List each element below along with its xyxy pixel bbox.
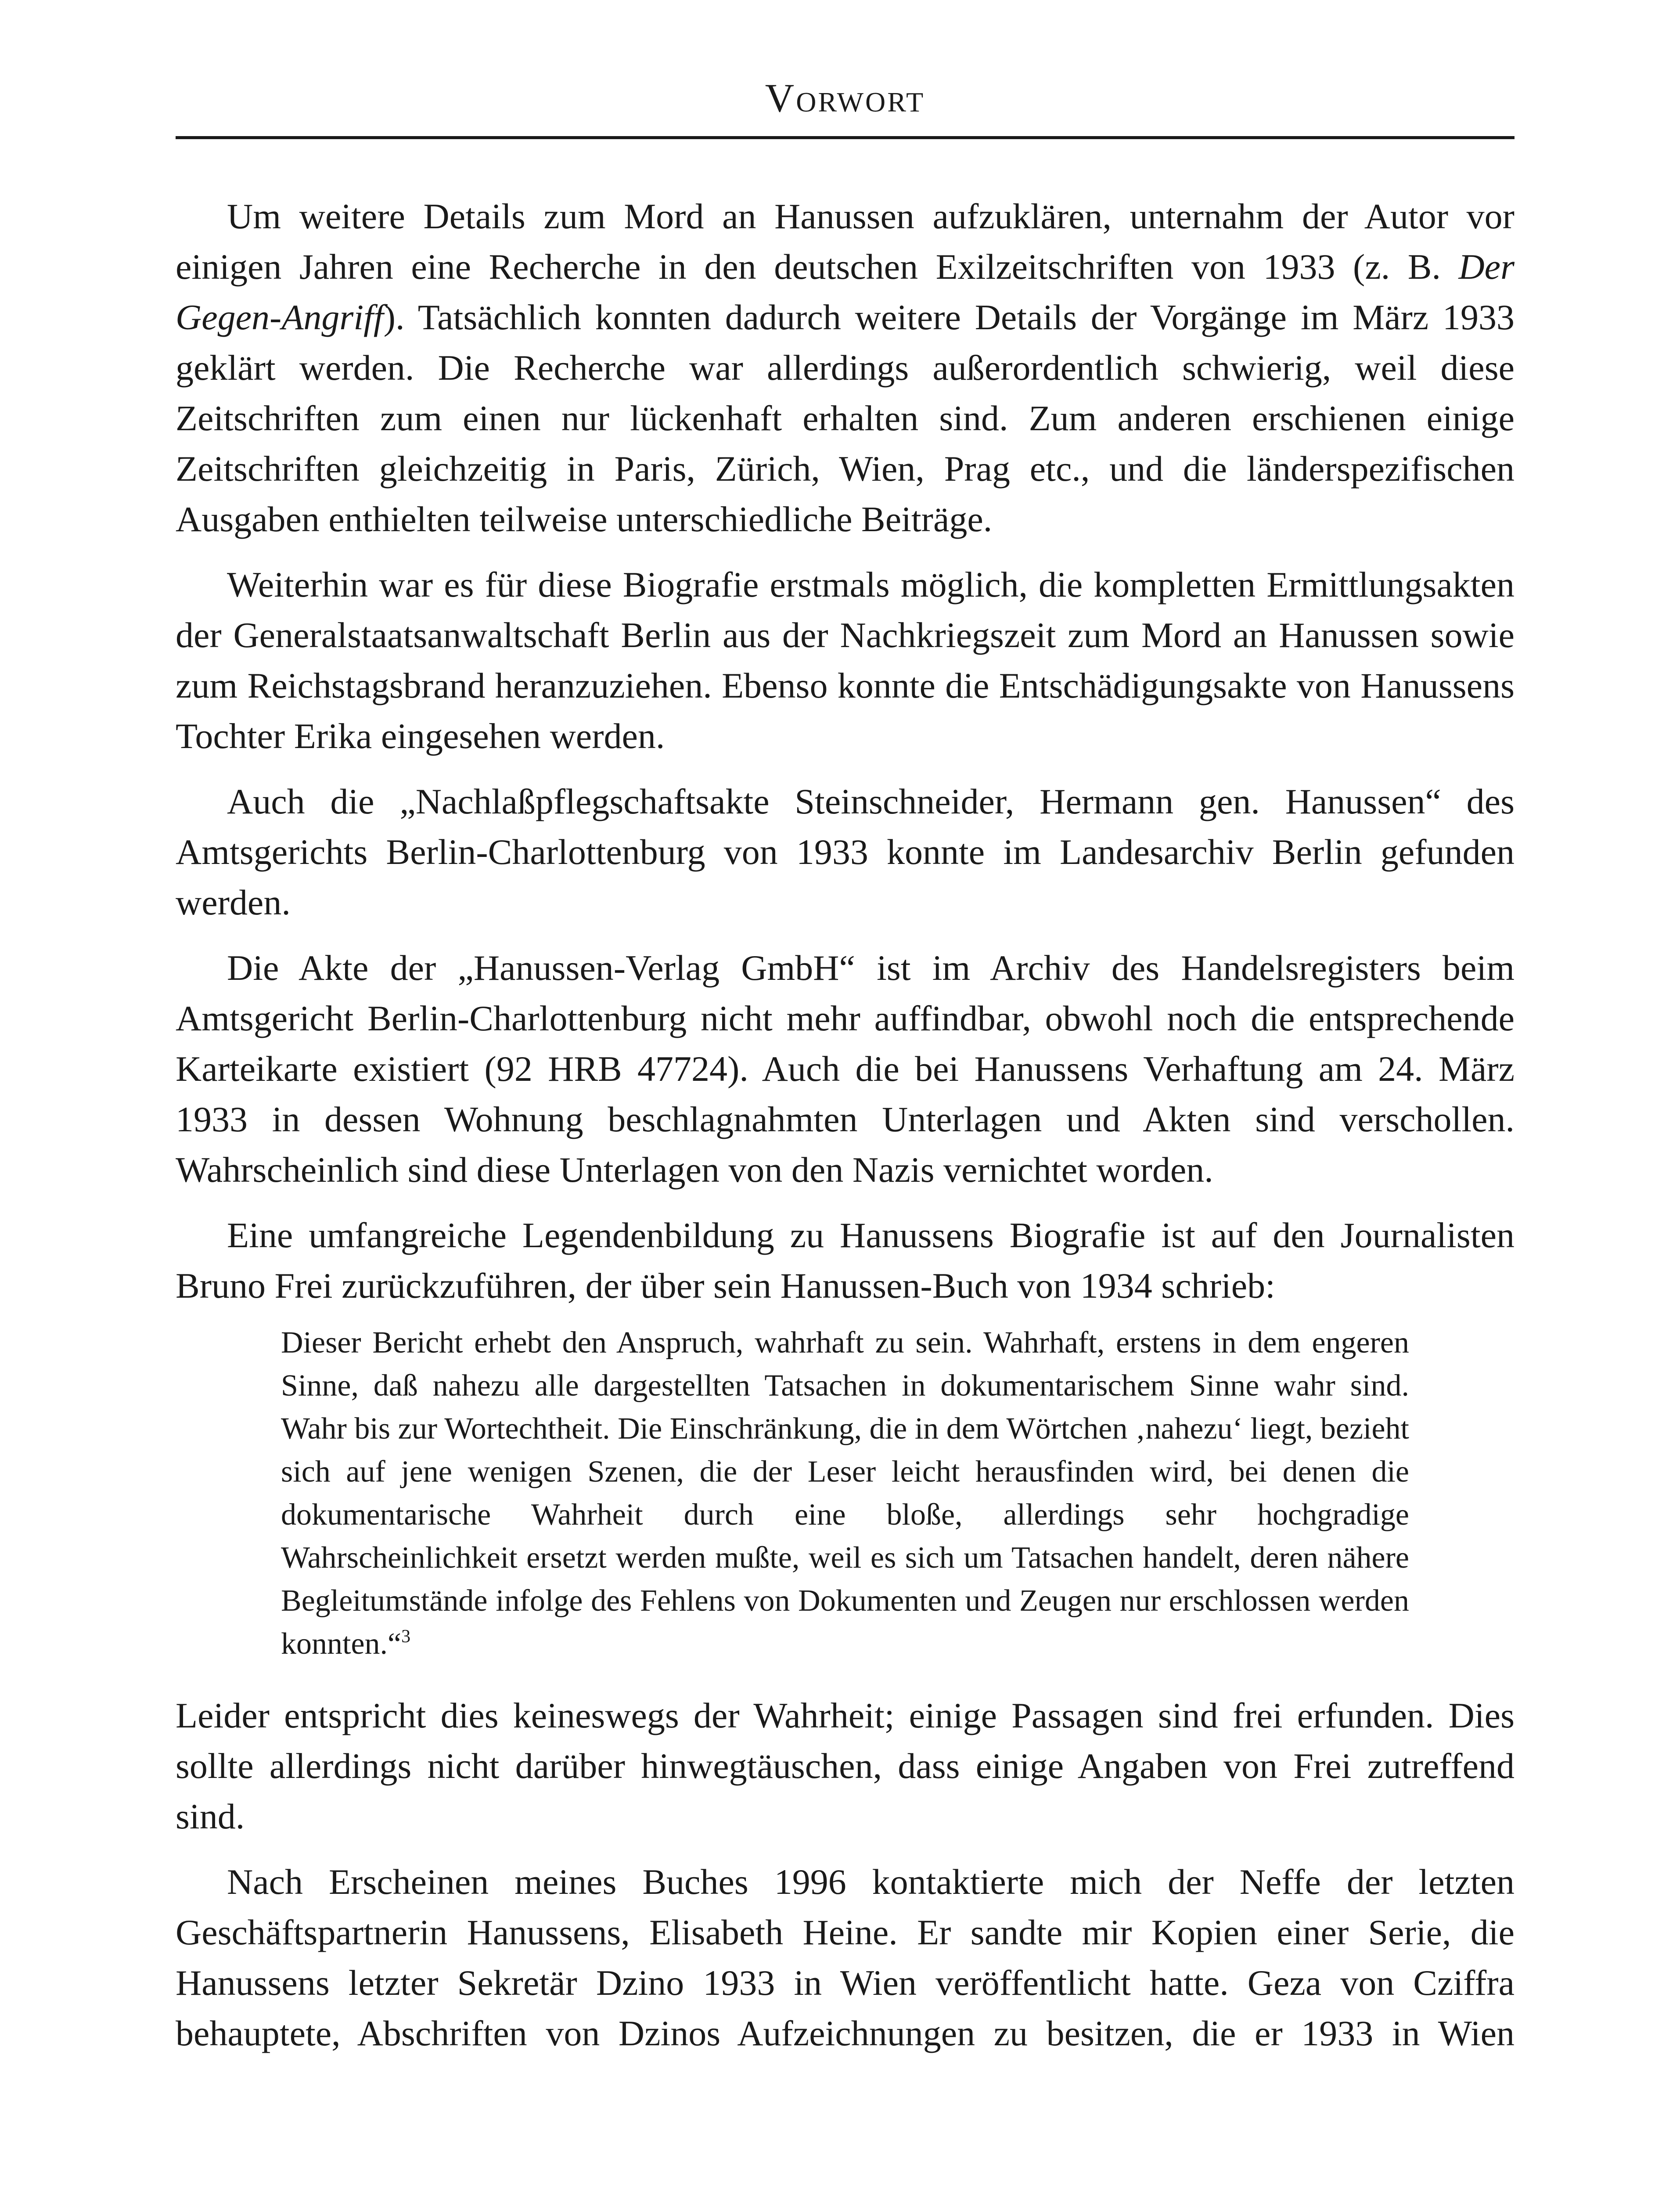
block-quote-text: Dieser Bericht erhebt den Anspruch, wahrhaft zu sein. Wahrhaft, erstens in dem engeren Sinne, daß nahezu alle dargestellten Tatsachen in dokumentarischem Sinne wahr sind. Wahr bis zur Wortechtheit. Die Einschränkung, die in dem Wörtchen ‚nahezu‘ liegt, bezieht sich auf jene wenigen Szenen, die der Leser leicht herausfinden wird, bei denen die dokumentarische Wahrheit durch eine bloße, allerdings sehr hochgradige Wahrscheinlichkeit ersetzt werden mußte, weil es sich um Tatsachen handelt, deren nähere Begleitumstände infolge des Fehlens von Dokumenten und Zeugen nur erschlossen werden konnten.“ (281, 1326, 1409, 1661)
paragraph-1-text-a: Um weitere Details zum Mord an Hanussen aufzuklären, unternahm der Autor vor einigen Jahren eine Recherche in den deutschen Exilzeitschriften von 1933 (z. B. (176, 196, 1515, 287)
paragraph-7: Nach Erscheinen meines Buches 1996 kontaktierte mich der Neffe der letzten Geschäftspartnerin Hanussens, Elisabeth Heine. Er sandte mir Kopien einer Serie, die Hanussens letzter Sekretär Dzino 1933 in Wien veröffentlicht hatte. Geza von Cziffra behauptete, Abschriften von Dzinos Aufzeichnungen zu besitzen, die er 1933 in Wien (176, 1862, 1515, 2053)
paragraph-5: Eine umfangreiche Legendenbildung zu Hanussens Biografie ist auf den Journalisten Bruno Frei zurückzuführen, der über sein Hanussen-Buch von 1934 schrieb: (176, 1215, 1515, 1306)
paragraph-6: Leider entspricht dies keineswegs der Wahrheit; einige Passagen sind frei erfunden. Dies sollte allerdings nicht darüber hinwegtäuschen, dass einige Angaben von Frei zutreffend sind. (176, 1695, 1515, 1836)
footnote-reference[interactable]: 3 (401, 1626, 411, 1647)
paragraph-2: Weiterhin war es für diese Biografie erstmals möglich, die kompletten Ermittlungsakten der Generalstaatsanwaltschaft Berlin aus der Nachkriegszeit zum Mord an Hanussen sowie zum Reichstagsbrand heranzuziehen. Ebenso konnte die Entschädigungsakte von Hanussens Tochter Erika eingesehen werden. (176, 565, 1515, 756)
paragraph-3: Auch die „Nachlaßpflegschaftsakte Steinschneider, Hermann gen. Hanussen“ des Amtsgerichts Berlin-Charlottenburg von 1933 konnte im Landesarchiv Berlin gefunden werden. (176, 781, 1515, 922)
running-head (176, 75, 1515, 121)
paragraph-1-italic-title: Der Gegen-Angriff (176, 247, 1515, 337)
paragraph-1-text-b: ). Tatsächlich konnten dadurch weitere Details der Vorgänge im März 1933 geklärt werden. Die Recherche war allerdings außerordentlich schwierig, weil diese Zeitschriften zum einen nur lückenhaft erhalten sind. Zum anderen erschienen einige Zeitschriften gleichzeitig in Paris, Zürich, Wien, Prag etc., und die länderspezifischen Ausgaben enthielten teilweise unterschiedliche Beiträge. (176, 297, 1515, 539)
main-text (176, 191, 1515, 2073)
paragraph-1 (176, 191, 1515, 544)
block-quote (281, 1321, 1409, 1666)
running-title: Vorwort (765, 76, 925, 120)
header-rule (176, 136, 1515, 139)
paragraph-4: Die Akte der „Hanussen-Verlag GmbH“ ist im Archiv des Handelsregisters beim Amtsgericht Berlin-Charlottenburg nicht mehr auffindbar, obwohl noch die entsprechende Karteikarte existiert (92 HRB 47724). Auch die bei Hanussens Verhaftung am 24. März 1933 in dessen Wohnung beschlagnahmten Unterlagen und Akten sind verschollen. Wahrscheinlich sind diese Unterlagen von den Nazis vernichtet worden. (176, 948, 1515, 1190)
